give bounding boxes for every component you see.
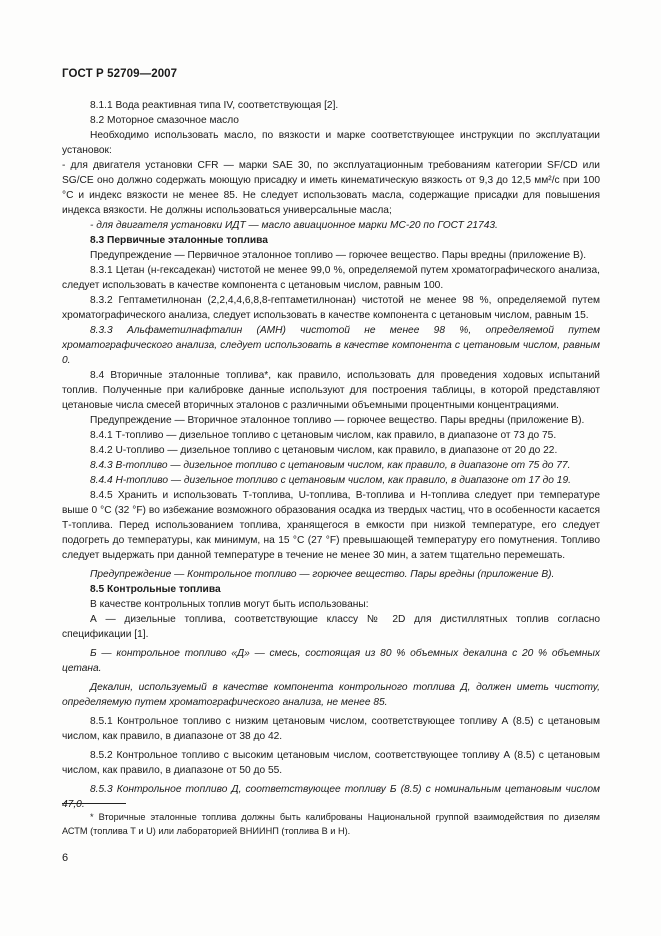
paragraph: 8.3.2 Гептаметилнонан (2,2,4,4,6,8,8-гептаметилнонан) чистотой не менее 98 %, определяемой путем хроматографического анализа, следует использовать в качестве компонента с цетановым числом, равным 15. xyxy=(62,295,600,321)
section-heading: 8.3 Первичные эталонные топлива xyxy=(90,235,268,246)
paragraph: 8.3.3 Альфаметилнафталин (АМН) чистотой не менее 98 %, определяемой путем хроматографического анализа, следует использовать в качестве компонента с цетановым числом, равным 0. xyxy=(62,325,600,366)
paragraph: - для двигателя установки CFR — марки SAE 30, по эксплуатационным требованиям категории SF/CD или SG/CE оно должно содержать моющую присадку и иметь кинематическую вязкость от 9,3 до 12,5 мм²/с при 100 °С и индекс вязкости не менее 85. Не следует использовать масла, содержащие присадки для повышения индекса вязкости. Не должны использоваться универсальные масла; xyxy=(62,160,600,216)
document-body xyxy=(62,98,600,812)
paragraph: Предупреждение — Первичное эталонное топливо — горючее вещество. Пары вредны (приложение В). xyxy=(90,250,587,261)
footnote-divider xyxy=(62,803,126,804)
paragraph: В качестве контрольных топлив могут быть использованы: xyxy=(90,599,369,610)
paragraph: 8.5.1 Контрольное топливо с низким цетановым числом, соответствующее топливу А (8.5) с цетановым числом, как правило, в диапазоне от 38 до 42. xyxy=(62,716,600,742)
paragraph: - для двигателя установки ИДТ — масло авиационное марки МС-20 по ГОСТ 21743. xyxy=(90,220,498,231)
paragraph: 8.4.1 Т-топливо — дизельное топливо с цетановым числом, как правило, в диапазоне от 73 до 75. xyxy=(90,430,557,441)
paragraph: А — дизельные топлива, соответствующие классу № 2D для дистиллятных топлив согласно спецификации [1]. xyxy=(62,614,600,640)
paragraph: Предупреждение — Вторичное эталонное топливо — горючее вещество. Пары вредны (приложение В). xyxy=(90,415,585,426)
section-heading: 8.5 Контрольные топлива xyxy=(90,584,221,595)
footnote-text: * Вторичные эталонные топлива должны быть калиброваны Национальной группой взаимодействия по дизелям АСТМ (топлива Т и U) или лабораторией ВНИИНП (топлива В и Н). xyxy=(62,812,600,836)
paragraph: 8.2 Моторное смазочное масло xyxy=(90,115,239,126)
paragraph: Декалин, используемый в качестве компонента контрольного топлива Д, должен иметь чистоту, определяемую путем хроматографического анализа, не менее 85. xyxy=(62,682,600,708)
paragraph: Предупреждение — Контрольное топливо — горючее вещество. Пары вредны (приложение В). xyxy=(90,569,555,580)
page-number: 6 xyxy=(62,852,69,864)
paragraph: 8.4.2 U-топливо — дизельное топливо с цетановым числом, как правило, в диапазоне от 20 до 22. xyxy=(90,445,558,456)
paragraph: 8.5.3 Контрольное топливо Д, соответствующее топливу Б (8.5) с номинальным цетановым числом 47,0. xyxy=(62,784,600,810)
paragraph: 8.4.4 Н-топливо — дизельное топливо с цетановым числом, как правило, в диапазоне от 17 до 19. xyxy=(90,475,571,486)
document-header: ГОСТ Р 52709—2007 xyxy=(62,68,178,80)
paragraph: 8.3.1 Цетан (н-гексадекан) чистотой не менее 99,0 %, определяемой путем хроматографического анализа, следует использовать в качестве компонента с цетановым числом, равным 100. xyxy=(62,265,600,291)
paragraph: Необходимо использовать масло, по вязкости и марке соответствующее инструкции по эксплуатации установок: xyxy=(62,130,600,156)
paragraph: Б — контрольное топливо «Д» — смесь, состоящая из 80 % объемных декалина с 20 % объемных цетана. xyxy=(62,648,600,674)
paragraph: 8.4.3 В-топливо — дизельное топливо с цетановым числом, как правило, в диапазоне от 75 до 77. xyxy=(90,460,571,471)
paragraph: 8.4.5 Хранить и использовать Т-топлива, U-топлива, В-топлива и Н-топлива следует при температуре выше 0 °С (32 °F) во избежание возможного образования осадка из твердых частиц, что в особенности касается Т-топлива. Перед использованием топлива, хранящегося в емкости при низкой температуре, его следует подогреть до температуры, как минимум, на 15 °С (27 °F) превышающей температуру его помутнения. Топливо следует выдержать при данной температуре в течение не менее 30 мин, а затем тщательно перемешать. xyxy=(62,490,600,561)
paragraph: 8.5.2 Контрольное топливо с высоким цетановым числом, соответствующее топливу А (8.5) с цетановым числом, как правило, в диапазоне от 50 до 55. xyxy=(62,750,600,776)
footnote xyxy=(62,810,600,838)
paragraph: 8.1.1 Вода реактивная типа IV, соответствующая [2]. xyxy=(90,100,339,111)
paragraph: 8.4 Вторичные эталонные топлива*, как правило, использовать для проведения ходовых испытаний топлив. Полученные при калибровке данные используют для построения таблицы, в которой представляют цетановые числа смесей вторичных эталонов с различными объемными процентными концентрациями. xyxy=(62,370,600,411)
